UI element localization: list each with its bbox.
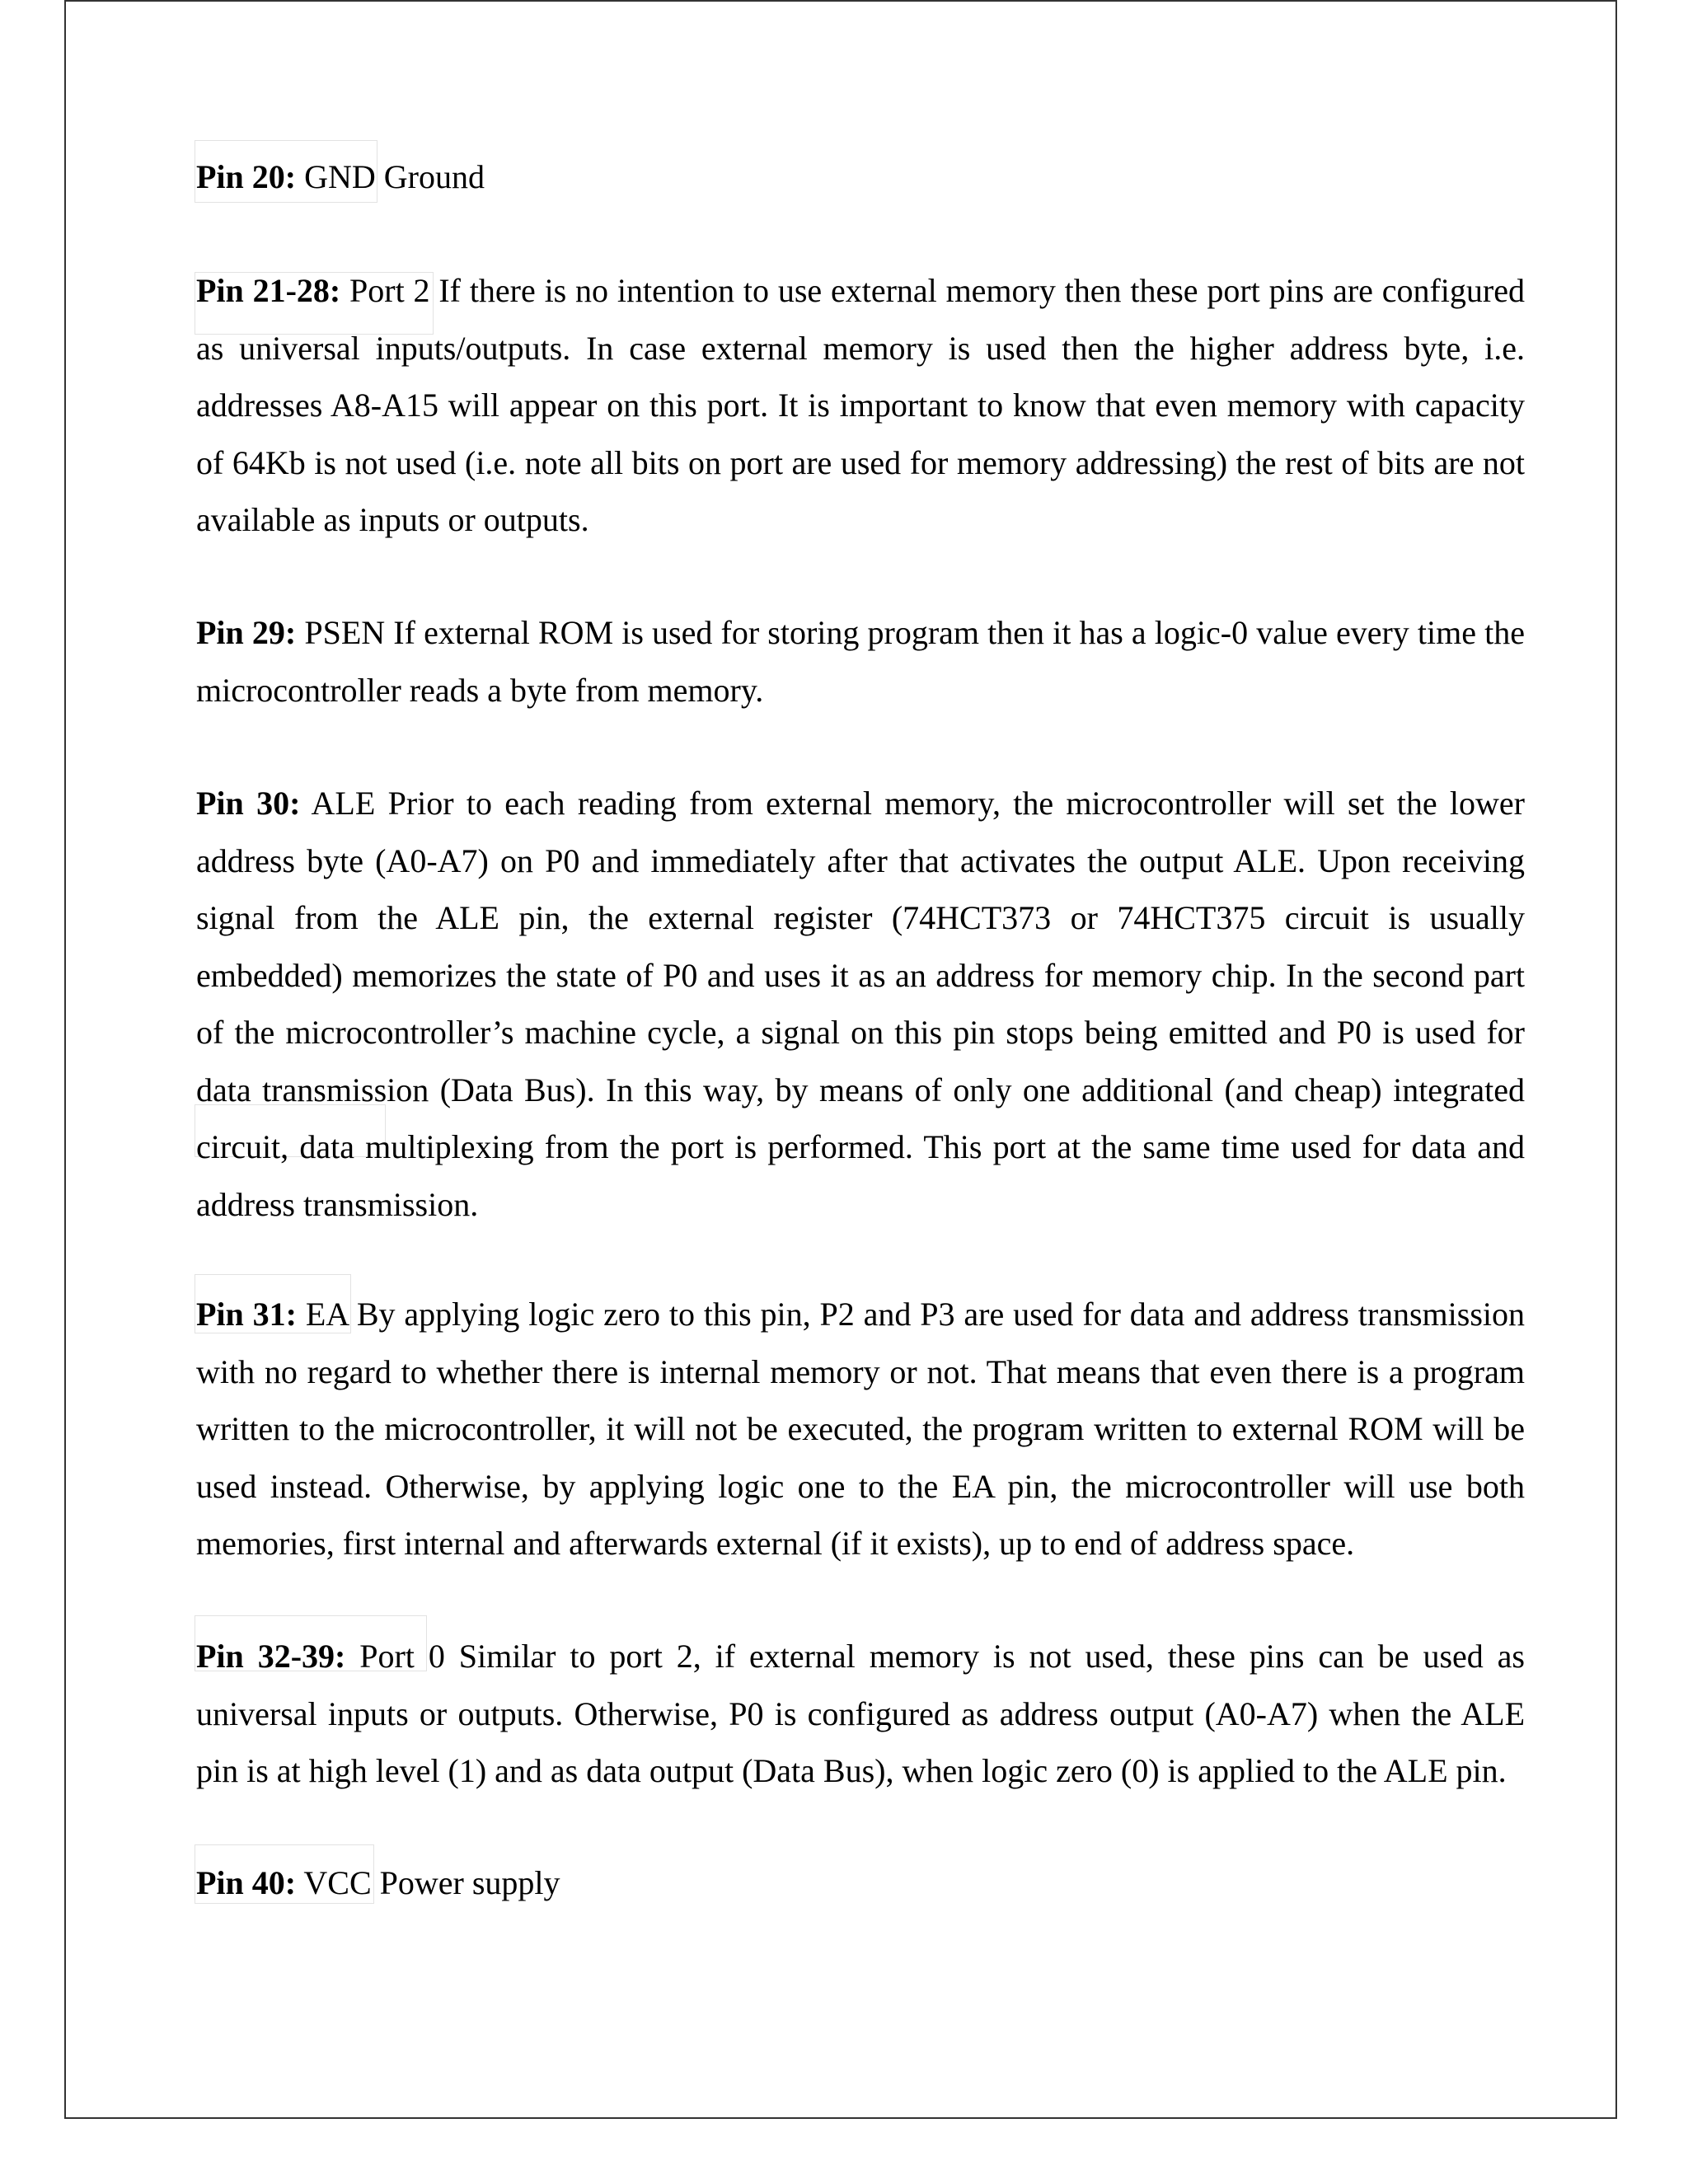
pin-description: Port 2 If there is no intention to use external memory then these port pins are configured as universal inputs/outputs. In case external memory is used then the higher address byte, i.e. addresses A8-A15 will appear on this port. It is important to know that even memory with capacity of 64Kb is not used (i.e. note all bits on port are used for memory addressing) the rest of bits are not available as inputs or outputs. bbox=[196, 272, 1525, 538]
pin-description: GND Ground bbox=[296, 158, 485, 195]
pin-20-paragraph bbox=[196, 148, 1525, 206]
pin-label: Pin 21-28: bbox=[196, 272, 341, 309]
pin-40-paragraph bbox=[196, 1854, 1525, 1912]
pin-description: VCC Power supply bbox=[296, 1864, 560, 1901]
pin-label: Pin 31: bbox=[196, 1296, 297, 1333]
pin-32-39-paragraph bbox=[196, 1628, 1525, 1800]
pin-label: Pin 20: bbox=[196, 158, 297, 195]
pin-label: Pin 40: bbox=[196, 1864, 297, 1901]
pin-30-paragraph bbox=[196, 775, 1525, 1233]
pin-31-paragraph bbox=[196, 1286, 1525, 1572]
pin-21-28-paragraph bbox=[196, 262, 1525, 549]
pin-description: Port 0 Similar to port 2, if external memory is not used, these pins can be used as universal inputs or outputs. Otherwise, P0 is configured as address output (A0-A7) when the ALE pin is at high level (1) and as data output (Data Bus), when logic zero (0) is applied to the ALE pin. bbox=[196, 1638, 1525, 1789]
pin-29-paragraph bbox=[196, 604, 1525, 719]
pin-label: Pin 29: bbox=[196, 614, 297, 651]
pin-label: Pin 32-39: bbox=[196, 1638, 346, 1675]
pin-description: ALE Prior to each reading from external memory, the microcontroller will set the lower address byte (A0-A7) on P0 and immediately after that activates the output ALE. Upon receiving signal from the ALE pin, the external register (74HCT373 or 74HCT375 circuit is usually embedded) memorizes the state of P0 and uses it as an address for memory chip. In the second part of the microcontroller’s machine cycle, a signal on this pin stops being emitted and P0 is used for data transmission (Data Bus). In this way, by means of only one additional (and cheap) integrated circuit, data multiplexing from the port is performed. This port at the same time used for data and address transmission. bbox=[196, 785, 1525, 1223]
pin-description: PSEN If external ROM is used for storing program then it has a logic-0 value every time the microcontroller reads a byte from memory. bbox=[196, 614, 1525, 709]
pin-label: Pin 30: bbox=[196, 785, 301, 822]
pin-description: EA By applying logic zero to this pin, P2 and P3 are used for data and address transmission with no regard to whether there is internal memory or not. That means that even there is a program written to the microcontroller, it will not be executed, the program written to external ROM will be used instead. Otherwise, by applying logic one to the EA pin, the microcontroller will use both memories, first internal and afterwards external (if it exists), up to end of address space. bbox=[196, 1296, 1525, 1562]
